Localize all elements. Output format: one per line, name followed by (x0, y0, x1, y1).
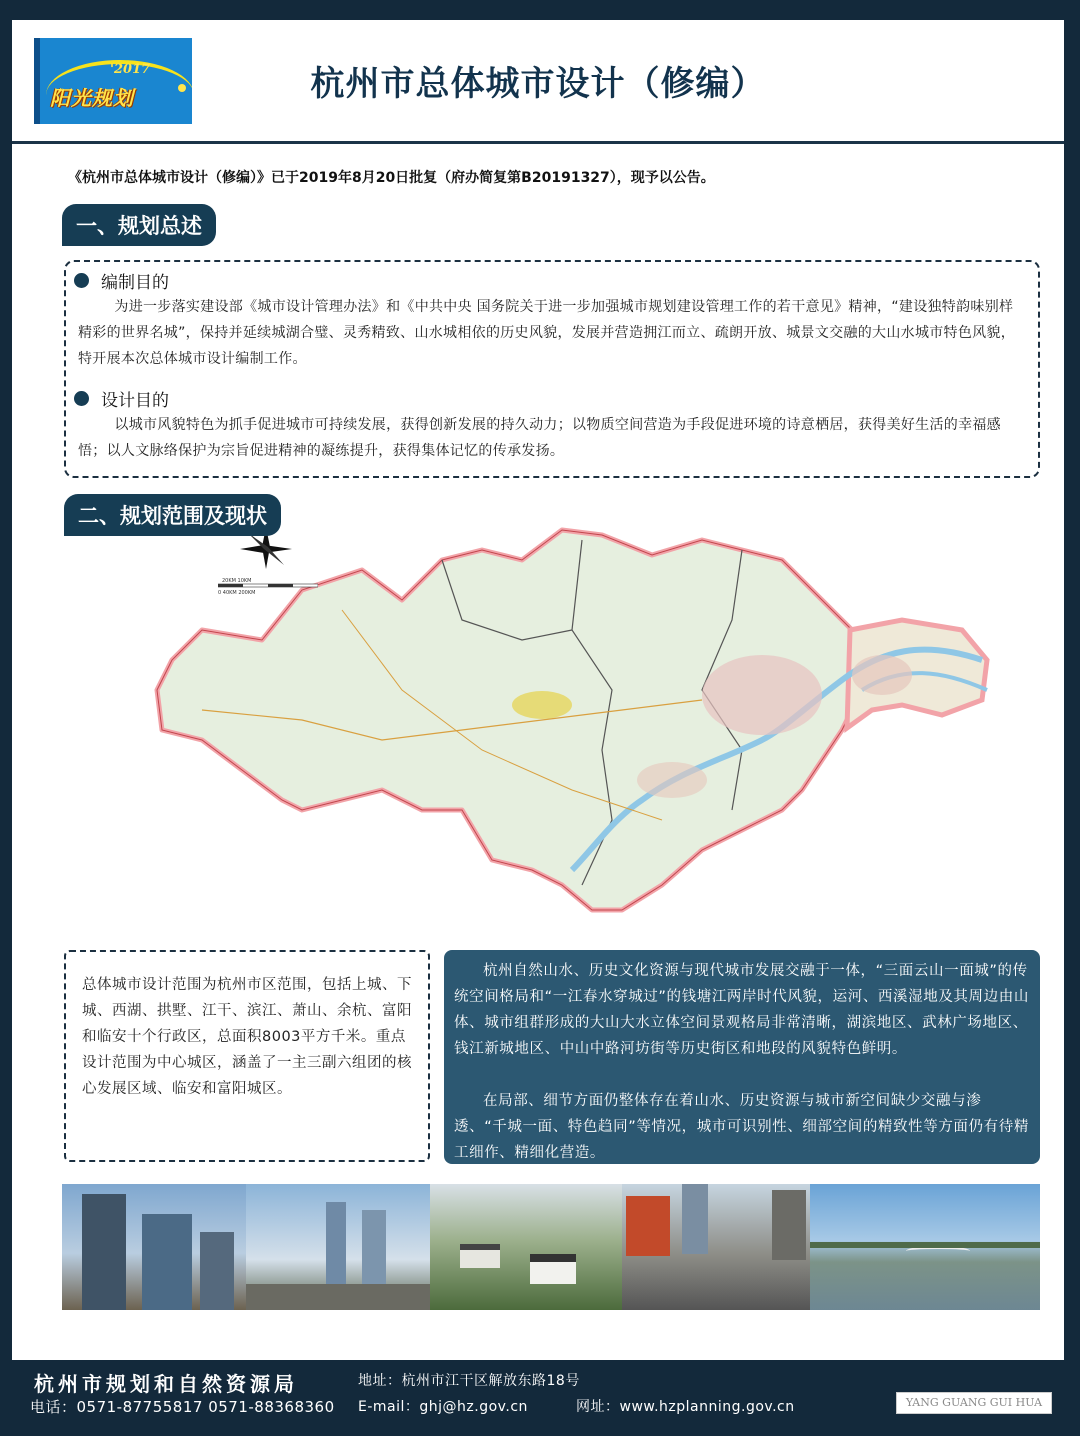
goal-heading (74, 386, 169, 411)
central-urban-area (702, 655, 822, 735)
status-box (444, 950, 1040, 1164)
status-paragraph-1: 杭州自然山水、历史文化资源与现代城市发展交融于一体，“三面云山一面城”的传统空间格局和“一江春水穿城过”的钱塘江两岸时代风貌，运河、西溪湿地及其周边由山体、城市组群形成的大山大水立体空间景观格局非常清晰，湖滨地区、武林广场地区、钱江新城地区、中山中路河坊街等历史街区和地段的风貌特色鲜明。 (454, 963, 1029, 1057)
footer-email[interactable]: E-mail：ghj@hz.gov.cn (358, 1399, 528, 1415)
photo-strip (62, 1184, 1040, 1310)
footer-phone: 电话：0571-87755817 0571-88368360 (30, 1398, 335, 1416)
header (12, 20, 1064, 144)
section2-label: 二、规划范围及现状 (64, 494, 281, 536)
photo-village-houses (430, 1184, 622, 1310)
bullet-icon (74, 391, 89, 406)
scale-label-bottom: 0 40KM 200KM (218, 590, 256, 596)
photo-city-street (622, 1184, 810, 1310)
photo-skyscrapers-avenue (246, 1184, 430, 1310)
overview-box (64, 260, 1040, 478)
scope-box (64, 950, 430, 1162)
scale-label-top: 20KM 10KM (222, 578, 252, 584)
scope-text: 总体城市设计范围为杭州市区范围，包括上城、下城、西湖、拱墅、江干、滨江、萧山、余杭、富阳和临安十个行政区，总面积8003平方千米。重点设计范围为中心城区，涵盖了一主三副六组团的核心发展区域、临安和富阳城区。 (82, 977, 412, 1097)
logo-text: 阳光规划 (50, 86, 134, 110)
status-paragraph-2: 在局部、细节方面仍整体存在着山水、历史资源与城市新空间缺少交融与渗透、“千城一面、特色趋同”等情况，城市可识别性、细部空间的精致性等方面仍有待精工细作、精细化营造。 (454, 1093, 1029, 1161)
goal-title: 设计目的 (101, 391, 169, 411)
fuyang-urban-area (637, 762, 707, 798)
bullet-icon (74, 273, 89, 288)
poster (12, 20, 1064, 1360)
footer (0, 1360, 1080, 1436)
logo-year: '2017 (110, 62, 151, 77)
lake-area (512, 691, 572, 719)
purpose-text: 为进一步落实建设部《城市设计管理办法》和《中共中央 国务院关于进一步加强城市规划建设管理工作的若干意见》精神，“建设独特韵味别样精彩的世界名城”，保持并延续城湖合璧、灵秀精致、山水城相依的历史风貌，发展并营造拥江而立、疏朗开放、城景文交融的大山水城市特色风貌，特开展本次总体城市设计编制工作。 (78, 299, 1016, 367)
page-title: 杭州市总体城市设计（修编） (310, 64, 766, 104)
approval-notice: 《杭州市总体城市设计（修编）》已于2019年8月20日批复（府办简复第B20191327），现予以公告。 (68, 170, 715, 186)
scale-bar (218, 576, 318, 596)
urban-area (852, 655, 912, 695)
photo-office-towers (62, 1184, 246, 1310)
footer-brand: YANG GUANG GUI HUA (896, 1392, 1052, 1414)
section1-label: 一、规划总述 (62, 204, 216, 246)
goal-text: 以城市风貌特色为抓手促进城市可持续发展，获得创新发展的持久动力；以物质空间营造为手段促进环境的诗意栖居，获得美好生活的幸福感悟；以人文脉络保护为宗旨促进精神的凝练提升，获得集体记忆的传承发扬。 (78, 417, 1001, 459)
footer-website[interactable]: 网址：www.hzplanning.gov.cn (576, 1399, 795, 1415)
footer-address: 地址：杭州市江干区解放东路18号 (358, 1373, 580, 1389)
photo-canal-bridge (810, 1184, 1040, 1310)
purpose-title: 编制目的 (101, 273, 169, 293)
purpose-heading (74, 268, 169, 293)
footer-org: 杭州市规划和自然资源局 (34, 1372, 298, 1396)
